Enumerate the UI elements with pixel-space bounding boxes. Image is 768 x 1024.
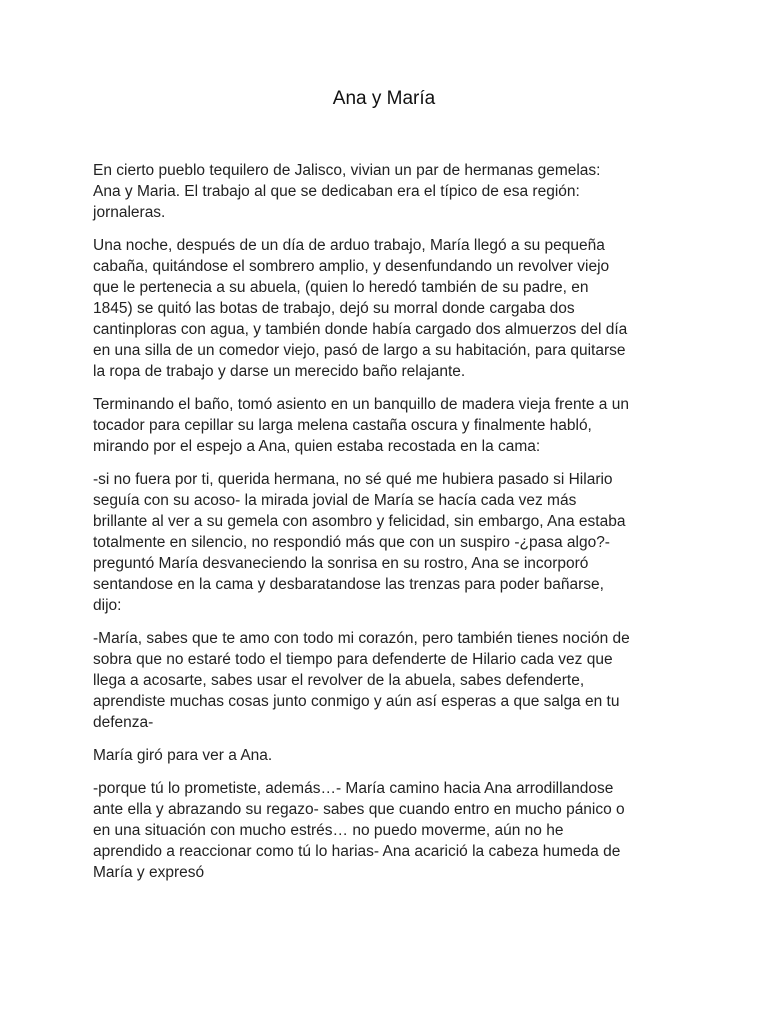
text-line: sobra que no estaré todo el tiempo para defenderte de Hilario cada vez que <box>93 651 613 668</box>
paragraph-6 <box>93 745 693 766</box>
paragraph-5 <box>93 628 693 733</box>
text-line: cabaña, quitándose el sombrero amplio, y desenfundando un revolver viejo <box>93 258 610 275</box>
text-line: dijo: <box>93 597 122 614</box>
text-line: jornaleras. <box>93 204 166 221</box>
paragraph-3 <box>93 394 693 457</box>
text-line: totalmente en silencio, no respondió más que con un suspiro -¿pasa algo?- <box>93 534 610 551</box>
text-line: que le pertenecia a su abuela, (quien lo heredó también de su padre, en <box>93 279 589 296</box>
document-body <box>93 160 693 895</box>
document-title: Ana y María <box>332 88 436 109</box>
text-line: -si no fuera por ti, querida hermana, no sé qué me hubiera pasado si Hilario <box>93 471 613 488</box>
text-line: tocador para cepillar su larga melena castaña oscura y finalmente habló, <box>93 417 592 434</box>
text-line: María y expresó <box>93 864 205 881</box>
text-line: En cierto pueblo tequilero de Jalisco, vivian un par de hermanas gemelas: <box>93 162 601 179</box>
text-line: mirando por el espejo a Ana, quien estaba recostada en la cama: <box>93 438 541 455</box>
text-line: cantinploras con agua, y también donde había cargado dos almuerzos del día <box>93 321 628 338</box>
paragraph-2 <box>93 235 693 382</box>
paragraph-1 <box>93 160 693 223</box>
text-line: aprendido a reaccionar como tú lo harias- Ana acarició la cabeza humeda de <box>93 843 621 860</box>
text-line: preguntó María desvaneciendo la sonrisa en su rostro, Ana se incorporó <box>93 555 589 572</box>
text-line: Terminando el baño, tomó asiento en un banquillo de madera vieja frente a un <box>93 396 629 413</box>
text-line: defenza- <box>93 714 154 731</box>
text-line: Ana y Maria. El trabajo al que se dedicaban era el típico de esa región: <box>93 183 580 200</box>
text-line: 1845) se quitó las botas de trabajo, dejó su morral donde cargaba dos <box>93 300 575 317</box>
text-line: llega a acosarte, sabes usar el revolver de la abuela, sabes defenderte, <box>93 672 585 689</box>
text-line: María giró para ver a Ana. <box>93 747 273 764</box>
text-line: en una silla de un comedor viejo, pasó de largo a su habitación, para quitarse <box>93 342 626 359</box>
text-line: seguía con su acoso- la mirada jovial de María se hacía cada vez más <box>93 492 577 509</box>
text-line: en una situación con mucho estrés… no puedo moverme, aún no he <box>93 822 564 839</box>
text-line: -María, sabes que te amo con todo mi corazón, pero también tienes noción de <box>93 630 630 647</box>
text-line: sentandose en la cama y desbaratandose las trenzas para poder bañarse, <box>93 576 604 593</box>
text-line: brillante al ver a su gemela con asombro y felicidad, sin embargo, Ana estaba <box>93 513 626 530</box>
text-line: la ropa de trabajo y darse un merecido baño relajante. <box>93 363 466 380</box>
text-line: ante ella y abrazando su regazo- sabes que cuando entro en mucho pánico o <box>93 801 625 818</box>
paragraph-7 <box>93 778 693 883</box>
text-line: -porque tú lo prometiste, además…- María camino hacia Ana arrodillandose <box>93 780 614 797</box>
text-line: Una noche, después de un día de arduo trabajo, María llegó a su pequeña <box>93 237 605 254</box>
text-line: aprendiste muchas cosas junto conmigo y aún así esperas a que salga en tu <box>93 693 620 710</box>
paragraph-4 <box>93 469 693 616</box>
